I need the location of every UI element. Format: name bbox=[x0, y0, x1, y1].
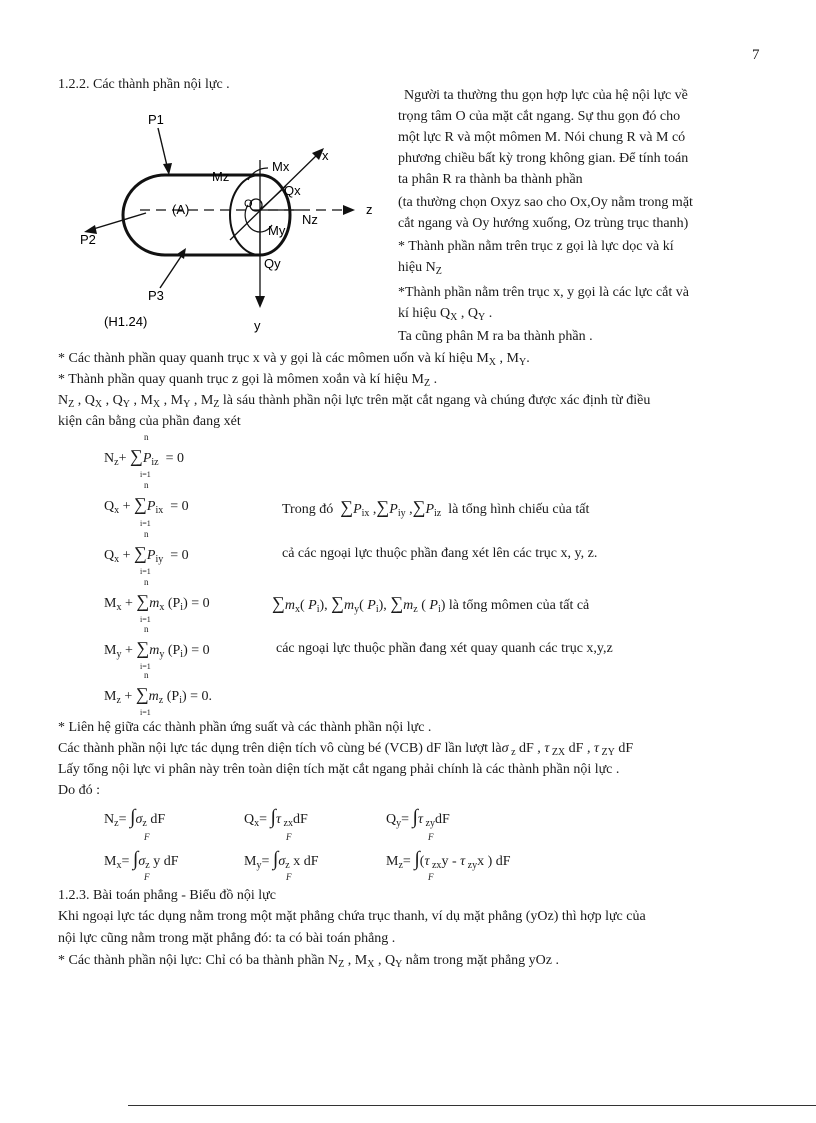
a-label: (A) bbox=[172, 202, 190, 217]
qx-label: Qx bbox=[284, 183, 301, 198]
right-text-line: Người ta thường thu gọn hợp lực của hệ nội lực về bbox=[404, 88, 688, 103]
cross-section-figure bbox=[70, 100, 400, 340]
equation-5: $M_y + \sum m_y$ $(P_i) = 0$ bbox=[104, 638, 210, 660]
cylinder-outline bbox=[123, 175, 290, 255]
figure-caption: (H1.24) bbox=[104, 314, 148, 329]
mx-label: Mx bbox=[272, 159, 290, 174]
equation-3: $Q_x + \sum P_{iy} = 0$ bbox=[104, 543, 189, 565]
nz-label: Nz bbox=[302, 212, 318, 227]
paragraph-line: * Liên hệ giữa các thành phần ứng suất và các thành phần nội lực . bbox=[58, 720, 432, 735]
p2-label: P2 bbox=[80, 232, 96, 247]
section-heading: 1.2.2. Các thành phần nội lực . bbox=[58, 77, 230, 92]
right-text-line: hiệu $N_Z$ bbox=[398, 260, 442, 277]
sum-upper: n bbox=[144, 480, 149, 490]
right-text-line: ta phân R ra thành ba thành phần bbox=[398, 172, 583, 187]
equation-note: $\sum m_x$( $P_i$), $\sum m_y$( $P_i$), $\sum m_z$ ( $P_i$) là tổng mômen của tất cả bbox=[272, 593, 590, 615]
paragraph-line: Do đó : bbox=[58, 783, 100, 798]
o-label: O bbox=[244, 198, 253, 210]
sum-lower: i=1 bbox=[140, 470, 151, 479]
paragraph-line: kiện cân bằng của phần đang xét bbox=[58, 414, 241, 429]
sum-upper: n bbox=[144, 432, 149, 442]
sum-upper: n bbox=[144, 529, 149, 539]
mz-label: Mz bbox=[212, 169, 230, 184]
p2-arrow bbox=[90, 213, 146, 230]
sum-upper: n bbox=[144, 577, 149, 587]
sum-lower: i=1 bbox=[140, 519, 151, 528]
paragraph-line: * Các thành phần quay quanh trục x và y gọi là các mômen uốn và kí hiệu $M_X$ , $M_Y$. bbox=[58, 351, 530, 368]
integral-nz: $N_z= \int\sigma_z$ dF bbox=[104, 806, 166, 829]
qx-arrow bbox=[260, 186, 286, 210]
paragraph-line: Khi ngoại lực tác dụng nằm trong một mặt phẳng chứa trục thanh, ví dụ mặt phẳng (yOz) thì hợp lực của bbox=[58, 909, 646, 924]
sum-lower: i=1 bbox=[140, 708, 151, 717]
equation-note: cả các ngoại lực thuộc phần đang xét lên các trục x, y, z. bbox=[282, 546, 598, 561]
right-text-line: kí hiệu $Q_X$ , $Q_Y$ . bbox=[398, 306, 493, 323]
right-text-line: Ta cũng phân M ra ba thành phần . bbox=[398, 329, 593, 344]
paragraph-line: * Thành phần quay quanh trục z gọi là mômen xoắn và kí hiệu $M_Z$ . bbox=[58, 372, 438, 389]
integral-mx: $M_x= \int\sigma_z$ y dF bbox=[104, 848, 179, 871]
p1-label: P1 bbox=[148, 112, 164, 127]
integral-mz: $M_z= \int(\tau$ $_{zx}$y - τ $_{zy}$x ) dF bbox=[386, 848, 511, 871]
right-text-line: cắt ngang và Oy hướng xuống, Oz trùng trục thanh) bbox=[398, 216, 689, 231]
integral-domain: F bbox=[428, 832, 434, 842]
footer-rule bbox=[128, 1105, 816, 1106]
paragraph-line: * Các thành phần nội lực: Chỉ có ba thành phần $N_Z$ , $M_X$ , $Q_Y$ nằm trong mặt phẳng yOz . bbox=[58, 953, 559, 970]
equation-2: $Q_x + \sum P_{ix} = 0$ bbox=[104, 494, 189, 516]
sum-lower: i=1 bbox=[140, 662, 151, 671]
p3-arrow bbox=[160, 252, 184, 288]
sum-lower: i=1 bbox=[140, 615, 151, 624]
p3-label: P3 bbox=[148, 288, 164, 303]
integral-domain: F bbox=[428, 872, 434, 882]
integral-qy: $Q_y= \int\tau$ $_{zy}$dF bbox=[386, 806, 450, 829]
right-text-line: một lực R và một mômen M. Nói chung R và M có bbox=[398, 130, 686, 145]
sum-upper: n bbox=[144, 624, 149, 634]
integral-domain: F bbox=[286, 832, 292, 842]
equation-6: $M_z + \sum m_z$ $(P_i) = 0$. bbox=[104, 684, 213, 706]
integral-my: $M_y= \int\sigma_z$ x dF bbox=[244, 848, 319, 871]
integral-domain: F bbox=[144, 872, 150, 882]
integral-qx: $Q_x= \int\tau$ $_{zx}$dF bbox=[244, 806, 308, 829]
right-text-line: (ta thường chọn Oxyz sao cho Ox,Oy nằm trong mặt bbox=[398, 195, 693, 210]
equation-note: Trong đó $\sum P_{ix}$ $,\sum P_{iy}$ $,\sum P_{iz}$ là tổng hình chiếu của tất bbox=[282, 497, 590, 519]
paragraph-line: Lấy tổng nội lực vi phân này trên toàn diện tích mặt cắt ngang phải chính là các thành phần nội lực . bbox=[58, 762, 620, 777]
right-text-line: * Thành phần nằm trên trục z gọi là lực dọc và kí bbox=[398, 239, 674, 254]
qy-label: Qy bbox=[264, 256, 281, 271]
right-text-line: phương chiều bất kỳ trong không gian. Để tính toán bbox=[398, 151, 689, 166]
z-axis-label: z bbox=[366, 202, 373, 217]
equation-1: $N_z+ \sum P_{iz} = 0$ bbox=[104, 446, 185, 468]
section-heading-2: 1.2.3. Bài toán phẳng - Biểu đồ nội lực bbox=[58, 888, 276, 903]
paragraph-line: $N_Z$ , $Q_X$ , $Q_Y$ , $M_X$ , $M_Y$ , $M_Z$ là sáu thành phần nội lực trên mặt cắt ngang và chúng được xác định từ điều bbox=[58, 393, 651, 410]
paragraph-line: Các thành phần nội lực tác dụng trên diện tích vô cùng bé (VCB) dF lần lượt làσ $_z$ dF , τ $_{ZX}$ dF , τ $_{ZY}$ dF bbox=[58, 741, 634, 758]
paragraph-line: nội lực cũng nằm trong mặt phẳng đó: ta có bài toán phẳng . bbox=[58, 931, 396, 946]
y-axis-label: y bbox=[254, 318, 261, 333]
integral-domain: F bbox=[144, 832, 150, 842]
equation-note: các ngoại lực thuộc phần đang xét quay quanh các trục x,y,z bbox=[276, 641, 613, 656]
equation-4: $M_x + \sum m_x$ $(P_i) = 0$ bbox=[104, 591, 210, 613]
x-axis-label: x bbox=[322, 148, 329, 163]
my-label: My bbox=[268, 223, 286, 238]
y-axis-arrow-icon bbox=[255, 296, 265, 308]
integral-domain: F bbox=[286, 872, 292, 882]
z-axis-arrow-icon bbox=[343, 205, 355, 215]
right-text-line: trọng tâm O của mặt cắt ngang. Sự thu gọn đó cho bbox=[398, 109, 681, 124]
sum-upper: n bbox=[144, 670, 149, 680]
page-number: 7 bbox=[752, 47, 760, 63]
right-text-line: *Thành phần nằm trên trục x, y gọi là các lực cắt và bbox=[398, 285, 689, 300]
sum-lower: i=1 bbox=[140, 567, 151, 576]
